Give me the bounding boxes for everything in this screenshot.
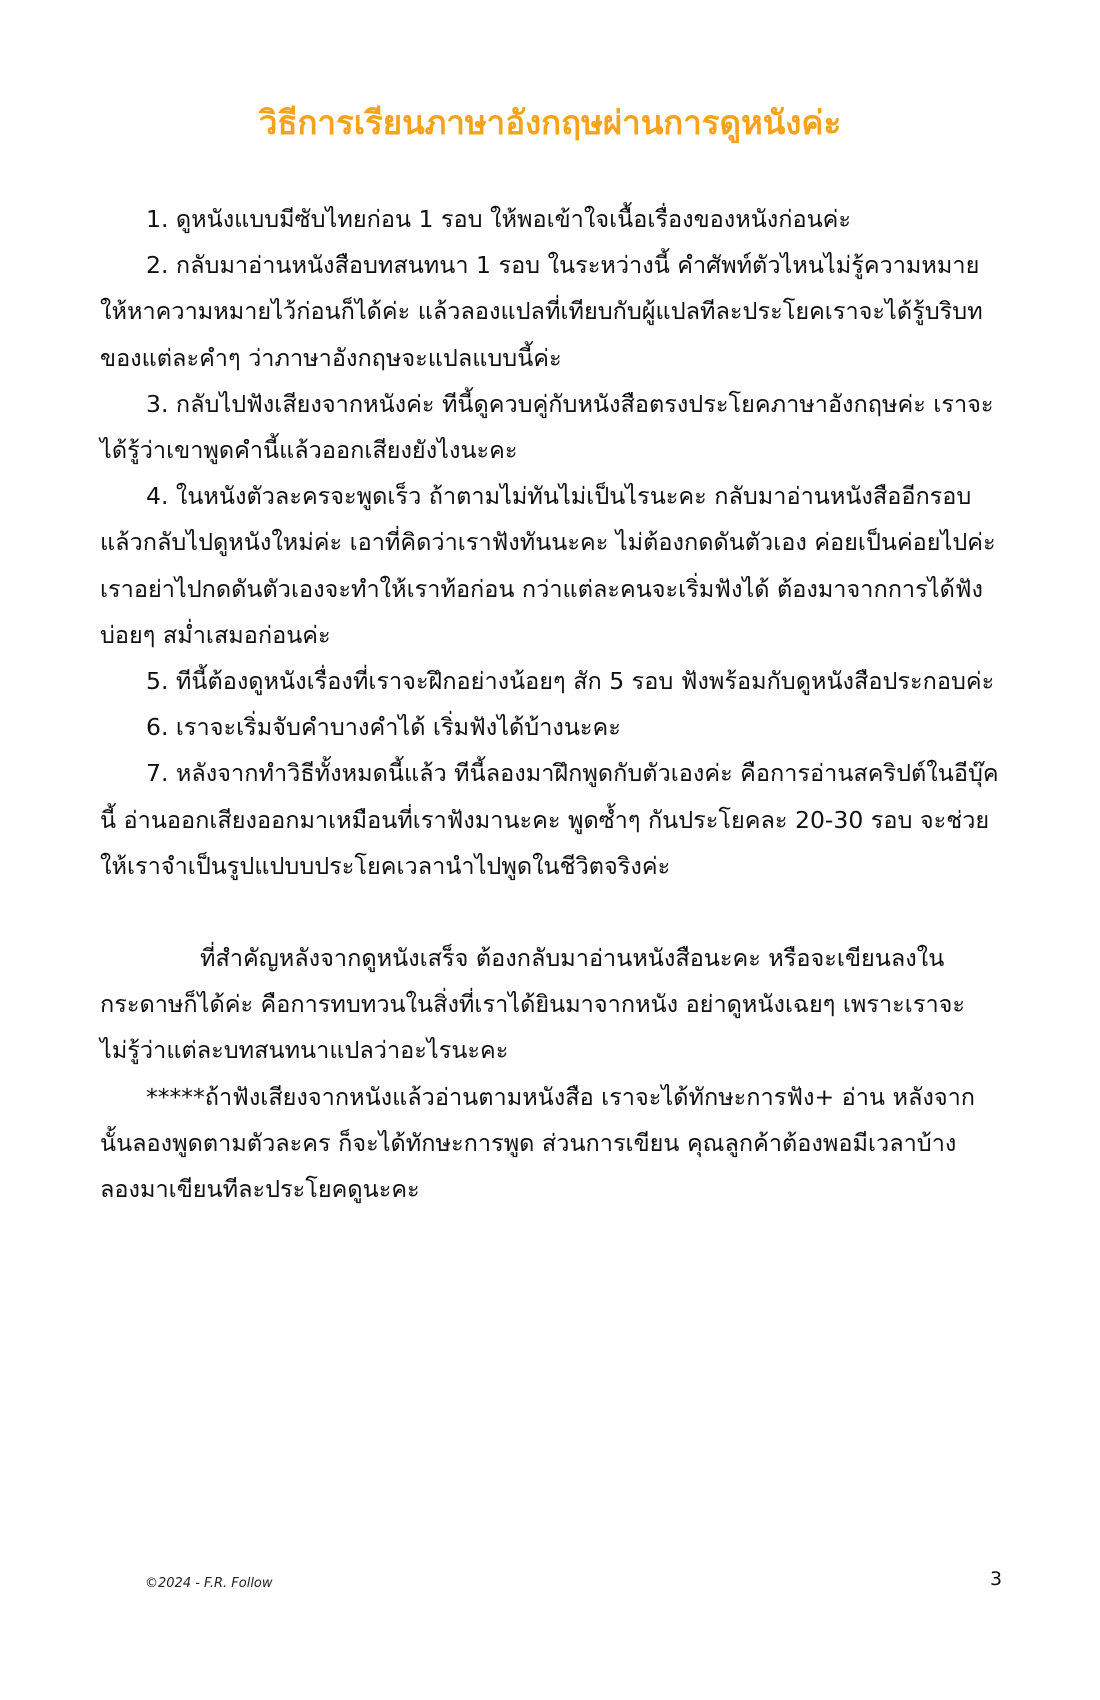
page-number: 3 — [990, 1568, 1003, 1590]
tip-note: *****ถ้าฟังเสียงจากหนังแล้วอ่านตามหนังสือ เราจะได้ทักษะการฟัง+ อ่าน หลังจากนั้นลองพูดตามตัวละคร ก็จะได้ทักษะการพูด ส่วนการเขียน คุณลูกค้าต้องพอมีเวลาบ้าง ลองมาเขียนทีละประโยคดูนะคะ — [100, 1082, 976, 1204]
step-3: 3. กลับไปฟังเสียงจากหนังค่ะ ทีนี้ดูควบคู่กับหนังสือตรงประโยคภาษาอังกฤษค่ะ เราจะได้รู้ว่าเขาพูดคำนี้แล้วออกเสียงยังไงนะคะ — [100, 389, 994, 465]
step-4: 4. ในหนังตัวละครจะพูดเร็ว ถ้าตามไม่ทันไม่เป็นไรนะคะ กลับมาอ่านหนังสืออีกรอบ แล้วกลับไปดูหนังใหม่ค่ะ เอาที่คิดว่าเราฟังทันนะคะ ไม่ต้องกดดันตัวเอง ค่อยเป็นค่อยไปค่ะ เราอย่าไปกดดันตัวเองจะทำให้เราท้อก่อน กว่าแต่ละคนจะเริ่มฟังได้ ต้องมาจากการได้ฟังบ่อยๆ สม่ำเสมอก่อนค่ะ — [100, 482, 996, 649]
step-2: 2. กลับมาอ่านหนังสือบทสนทนา 1 รอบ ในระหว่างนี้ คำศัพท์ตัวไหนไม่รู้ความหมายให้หาความหมายไว้ก่อนก็ได้ค่ะ แล้วลองแปลที่เทียบกับผู้แปลทีละประโยคเราจะได้รู้บริบทของแต่ละคำๆ ว่าภาษาอังกฤษจะแปลแบบนี้ค่ะ — [100, 251, 983, 372]
step-5: 5. ทีนี้ต้องดูหนังเรื่องที่เราจะฝึกอย่างน้อยๆ สัก 5 รอบ ฟังพร้อมกับดูหนังสือประกอบค่ะ — [146, 667, 995, 696]
important-note: ที่สำคัญหลังจากดูหนังเสร็จ ต้องกลับมาอ่านหนังสือนะคะ หรือจะเขียนลงในกระดาษก็ได้ค่ะ คือการทบทวนในสิ่งที่เราได้ยินมาจากหนัง อย่าดูหนังเฉยๆ เพราะเราจะไม่รู้ว่าแต่ละบทสนทนาแปลว่าอะไรนะคะ — [100, 944, 966, 1065]
step-7: 7. หลังจากทำวิธีทั้งหมดนี้แล้ว ทีนี้ลองมาฝึกพูดกับตัวเองค่ะ คือการอ่านสคริปต์ในอีบุ๊คนี้ อ่านออกเสียงออกมาเหมือนที่เราฟังมานะคะ พูดซ้ำๆ กันประโยคละ 20-30 รอบ จะช่วยให้เราจำเป็นรูปแปบบประโยคเวลานำไปพูดในชีวิตจริงค่ะ — [100, 759, 999, 880]
paragraph-spacer — [100, 889, 1000, 935]
step-1: 1. ดูหนังแบบมีซับไทยก่อน 1 รอบ ให้พอเข้าใจเนื้อเรื่องของหนังก่อนค่ะ — [146, 205, 852, 233]
article-body — [100, 196, 1000, 1212]
copyright-footer: ©2024 - F.R. Follow — [145, 1576, 273, 1591]
step-6: 6. เราจะเริ่มจับคำบางคำได้ เริ่มฟังได้บ้างนะคะ — [146, 713, 621, 742]
page-title: วิธีการเรียนภาษาอังกฤษผ่านการดูหนังค่ะ — [258, 103, 842, 142]
